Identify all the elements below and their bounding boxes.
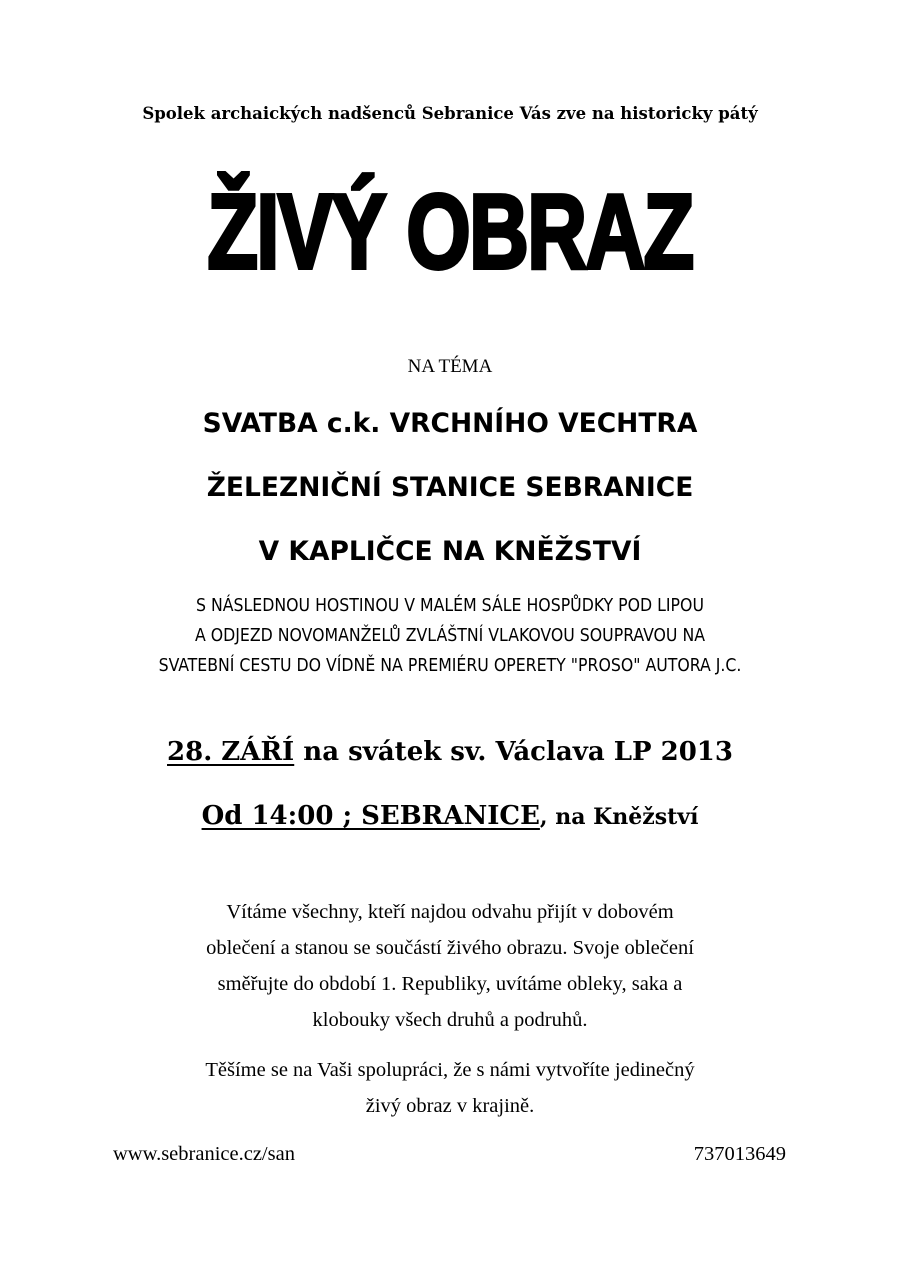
event-date [0, 737, 900, 767]
paragraph-line: Vítáme všechny, kteří najdou odvahu přijít v dobovém [226, 901, 674, 923]
phone-number: 737013649 [693, 1143, 786, 1165]
closing-line: živý obraz v krajině. [365, 1095, 535, 1117]
paragraph-line: směřujte do období 1. Republiky, uvítáme obleky, saka a [217, 973, 683, 995]
closing-line: Těšíme se na Vaši spolupráci, že s námi vytvoříte jedinečný [205, 1059, 695, 1081]
paragraph-line: klobouky všech druhů a podruhů. [312, 1009, 588, 1031]
event-time-main: Od 14:00 ; SEBRANICE [201, 801, 540, 831]
event-date-rest: na svátek sv. Václava LP 2013 [294, 737, 733, 767]
theme-line: V KAPLIČCE NA KNĚŽSTVÍ [258, 536, 642, 567]
intro-text: Spolek archaických nadšenců Sebranice Vás zve na historicky pátý [142, 104, 758, 123]
paragraph-line: oblečení a stanou se součástí živého obrazu. Svoje oblečení [206, 937, 694, 959]
theme-line: SVATBA c.k. VRCHNÍHO VECHTRA [202, 408, 698, 439]
headline: ŽIVÝ OBRAZ [207, 173, 693, 291]
event-place-rest: , na Kněžství [539, 804, 699, 830]
event-time-place [0, 801, 900, 831]
detail-line: S NÁSLEDNOU HOSTINOU V MALÉM SÁLE HOSPŮDKY POD LIPOU [196, 596, 704, 616]
theme-line: ŽELEZNIČNÍ STANICE SEBRANICE [206, 472, 694, 503]
detail-line: SVATEBNÍ CESTU DO VÍDNĚ NA PREMIÉRU OPERETY "PROSO" AUTORA J.C. [158, 656, 742, 676]
theme-label: NA TÉMA [407, 356, 493, 377]
website-link[interactable]: www.sebranice.cz/san [113, 1143, 295, 1165]
detail-line: A ODJEZD NOVOMANŽELŮ ZVLÁŠTNÍ VLAKOVOU SOUPRAVOU NA [195, 626, 705, 646]
event-date-main: 28. ZÁŘÍ [167, 737, 295, 767]
